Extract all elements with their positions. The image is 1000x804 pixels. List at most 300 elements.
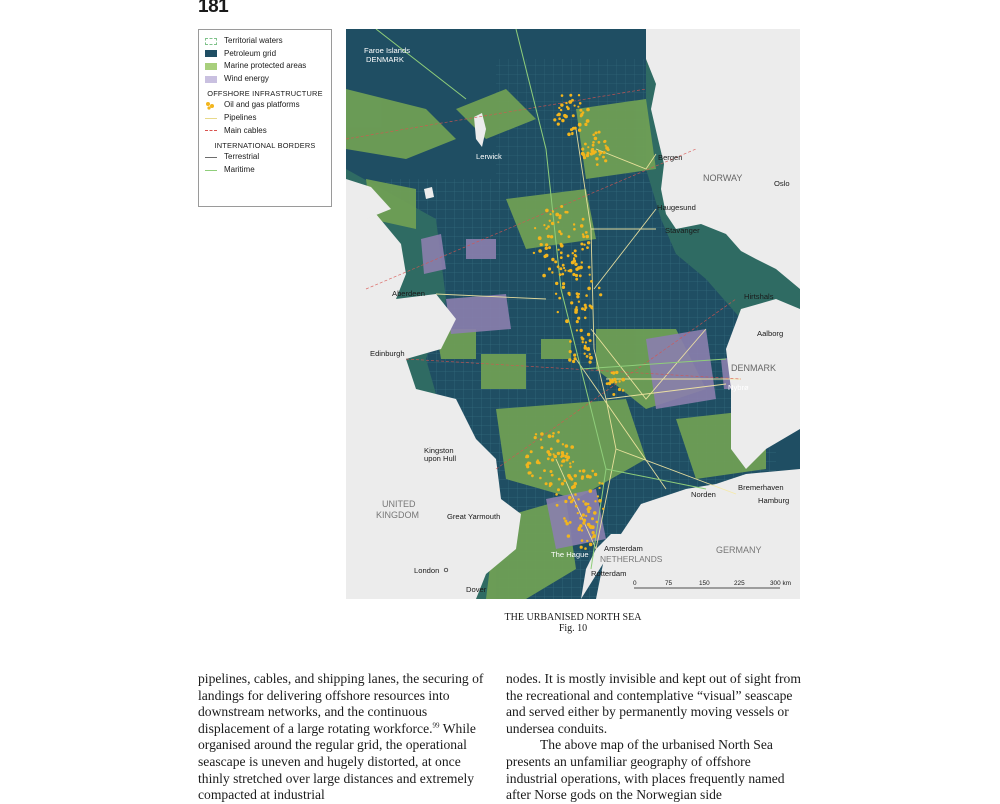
platform-marker	[561, 119, 564, 122]
platform-marker	[586, 119, 590, 123]
platform-marker	[618, 380, 620, 382]
label-aalborg: Aalborg	[757, 329, 784, 338]
platform-marker	[586, 154, 589, 157]
platform-marker	[566, 459, 569, 462]
platform-marker	[567, 270, 569, 272]
platform-marker	[546, 227, 548, 229]
label-lerwick: Lerwick	[476, 152, 502, 161]
platform-marker	[550, 470, 553, 473]
platform-marker	[557, 431, 560, 434]
platform-marker	[587, 503, 589, 505]
platform-marker	[598, 131, 601, 134]
platform-marker	[557, 488, 560, 491]
platform-marker	[589, 543, 593, 547]
platform-marker	[581, 248, 584, 251]
platform-marker	[589, 339, 592, 342]
territorial-waters-swatch	[205, 38, 217, 45]
legend-label: Territorial waters	[224, 36, 283, 45]
platform-marker	[557, 113, 561, 117]
platform-marker	[612, 393, 615, 396]
platform-marker	[564, 211, 567, 214]
platform-marker	[531, 474, 534, 477]
platform-marker	[568, 235, 571, 238]
platform-marker	[584, 143, 587, 146]
label-norway: NORWAY	[703, 173, 743, 183]
label-uk-1: UNITED	[382, 499, 416, 509]
platform-marker	[578, 301, 580, 303]
platform-marker	[564, 269, 566, 271]
legend-label: Main cables	[224, 125, 267, 135]
platform-marker	[574, 474, 577, 477]
platform-marker	[548, 453, 552, 457]
label-germany: GERMANY	[716, 545, 762, 555]
platform-marker	[590, 280, 593, 283]
platform-marker	[577, 528, 580, 531]
platform-marker	[572, 127, 575, 130]
platform-marker	[587, 333, 590, 336]
label-faroe: Faroe Islands	[364, 46, 411, 55]
platform-marker	[583, 519, 587, 523]
platform-marker	[604, 159, 607, 162]
platform-marker	[568, 100, 572, 104]
platform-marker	[579, 274, 582, 277]
platform-marker	[586, 540, 588, 542]
label-norden: Norden	[691, 490, 716, 499]
platform-marker	[549, 482, 553, 486]
legend-item-cables	[205, 125, 325, 138]
platform-marker	[562, 264, 565, 267]
platform-marker	[539, 477, 542, 480]
platform-marker	[568, 294, 570, 296]
platform-marker	[560, 256, 563, 259]
platform-marker	[588, 475, 591, 478]
platform-marker	[584, 346, 588, 350]
platform-marker	[582, 218, 585, 221]
platform-marker	[552, 432, 555, 435]
figure-title: THE URBANISED NORTH SEA	[504, 612, 642, 623]
platform-marker	[557, 123, 560, 126]
platform-marker	[537, 459, 539, 461]
figure-number: Fig. 10	[558, 623, 588, 634]
platform-marker	[575, 255, 577, 257]
platform-marker	[576, 320, 579, 323]
platform-marker	[566, 106, 569, 109]
platform-marker	[534, 436, 537, 439]
platform-marker	[589, 274, 591, 276]
platform-marker	[540, 243, 543, 246]
platform-marker	[545, 209, 549, 213]
platform-marker	[598, 482, 600, 484]
platform-marker	[560, 243, 563, 246]
platform-marker	[540, 446, 543, 449]
platform-marker	[587, 241, 590, 244]
platform-marker	[562, 282, 565, 285]
north-sea-map	[346, 29, 800, 599]
platform-marker	[598, 499, 602, 503]
platform-marker	[584, 353, 586, 355]
platform-marker	[576, 295, 579, 298]
platform-marker	[574, 310, 578, 314]
wind-energy-swatch	[205, 76, 217, 83]
platform-marker	[552, 435, 555, 438]
platform-marker	[575, 505, 578, 508]
platform-marker	[572, 485, 576, 489]
platform-marker	[587, 523, 591, 527]
body-text: pipelines, cables, and shipping lanes, the securing of landings for delivering offshore resources into downstream networks, and the continuous displacement of a large rotating workforce.	[198, 671, 484, 736]
legend-item-platforms	[205, 99, 325, 112]
platform-marker	[569, 462, 571, 464]
platform-marker	[582, 341, 584, 343]
platform-marker	[569, 340, 572, 343]
platform-marker	[574, 263, 577, 266]
platform-marker	[564, 520, 567, 523]
platform-marker	[579, 109, 582, 112]
platform-marker	[569, 474, 571, 476]
platform-marker	[575, 306, 577, 308]
platform-marker	[606, 382, 609, 385]
wind-area	[446, 294, 511, 334]
platform-marker	[543, 469, 546, 472]
platform-marker	[594, 500, 596, 502]
platform-marker	[565, 319, 569, 323]
platform-marker	[557, 221, 559, 223]
platform-marker	[596, 521, 599, 524]
platform-marker	[589, 489, 593, 493]
platform-marker	[572, 273, 575, 276]
platform-marker	[567, 254, 570, 257]
platform-marker	[570, 478, 573, 481]
legend-item-pipelines	[205, 112, 325, 125]
platform-marker	[610, 380, 614, 384]
platform-marker	[572, 499, 575, 502]
platform-marker	[538, 249, 542, 253]
platform-marker	[554, 260, 557, 263]
legend-label: Wind energy	[224, 73, 269, 83]
maritime-border-swatch	[205, 170, 217, 171]
platform-marker	[568, 496, 572, 500]
scale-tick-150: 150	[699, 580, 710, 587]
platform-marker	[571, 261, 575, 265]
label-netherlands: NETHERLANDS	[600, 554, 663, 564]
terrestrial-border-swatch	[205, 157, 217, 158]
footnote-ref: 99	[432, 721, 440, 730]
platform-marker	[595, 131, 598, 134]
platform-marker	[618, 388, 621, 391]
platform-marker	[573, 228, 576, 231]
platform-marker	[621, 378, 625, 382]
platform-marker	[588, 266, 591, 269]
platform-marker	[558, 478, 561, 481]
platform-marker	[567, 534, 570, 537]
platform-marker	[526, 465, 529, 468]
platform-marker	[530, 450, 533, 453]
label-london: London	[414, 566, 440, 575]
platform-marker	[576, 329, 578, 331]
platform-marker	[574, 249, 577, 252]
platform-marker	[591, 525, 595, 529]
platform-marker	[582, 233, 584, 235]
wind-area	[546, 489, 606, 549]
platform-marker	[598, 141, 601, 144]
platform-marker	[563, 114, 566, 117]
wind-area	[646, 329, 716, 409]
platform-marker	[597, 495, 599, 497]
label-haugesund: Haugesund	[657, 203, 696, 212]
protected-area	[541, 339, 571, 359]
label-denmark-top: DENMARK	[366, 55, 404, 64]
platform-marker	[578, 94, 580, 96]
platform-marker	[569, 350, 572, 353]
platform-marker	[560, 251, 563, 254]
platform-marker	[547, 235, 550, 238]
legend-item-wind-energy	[205, 73, 325, 86]
platform-marker	[569, 94, 572, 97]
platform-marker	[572, 360, 575, 363]
label-stavanger: Stavanger	[665, 226, 700, 235]
platform-marker	[562, 286, 565, 289]
platform-marker	[549, 213, 551, 215]
platform-marker	[534, 227, 536, 229]
platform-marker	[551, 271, 553, 273]
platform-marker	[552, 210, 554, 212]
platform-marker	[559, 273, 562, 276]
label-denmark: DENMARK	[731, 363, 777, 373]
label-great-yarmouth: Great Yarmouth	[447, 512, 501, 521]
platform-marker	[543, 224, 545, 226]
platform-marker	[545, 482, 548, 485]
platform-marker	[593, 511, 597, 515]
platform-marker	[599, 293, 602, 296]
platform-marker	[563, 479, 566, 482]
scale-tick-75: 75	[665, 580, 673, 587]
platform-marker	[596, 163, 599, 166]
platform-marker	[605, 145, 607, 147]
platform-marker	[594, 137, 598, 141]
platform-marker	[561, 94, 564, 97]
legend-label: Petroleum grid	[224, 48, 277, 58]
platform-marker	[558, 249, 560, 251]
platform-marker	[550, 448, 553, 451]
body-paragraph: The above map of the urbanised North Sea presents an unfamiliar geography of offshore industrial operations, with places frequently named after Norse gods on the Norwegian side	[506, 737, 785, 803]
platform-marker	[585, 124, 588, 127]
platform-marker	[583, 470, 585, 472]
platform-marker	[547, 225, 550, 228]
label-kingston-2: upon Hull	[424, 454, 457, 463]
platform-marker	[563, 517, 566, 520]
platform-marker	[591, 307, 594, 310]
body-paragraph: nodes. It is mostly invisible and kept out of sight from the recreational and contemplative “visual” seascape and served either by permanently moving vessels or undersea conduits.	[506, 671, 801, 736]
platform-marker	[598, 287, 601, 290]
legend-label: Marine protected areas	[224, 61, 307, 71]
platform-marker	[540, 438, 542, 440]
platform-marker	[583, 156, 586, 159]
platform-marker	[555, 493, 558, 496]
platform-marker	[582, 522, 585, 525]
platform-marker	[581, 148, 584, 151]
platform-marker	[580, 224, 584, 228]
platform-marker	[581, 336, 584, 339]
legend-item-territorial-waters	[205, 35, 325, 48]
platform-marker	[591, 470, 594, 473]
label-kingston-1: Kingston	[424, 446, 454, 455]
platform-marker	[601, 482, 603, 484]
label-hirtshals: Hirtshals	[744, 292, 774, 301]
platform-marker	[564, 455, 567, 458]
platform-marker	[570, 301, 573, 304]
platform-marker	[612, 371, 615, 374]
platform-marker	[527, 462, 530, 465]
body-text: While organised around the regular grid, the operational seascape is uneven and hugely distorted, at once thinly stretched over large distances and extremely compacted at industrial	[198, 720, 476, 803]
platform-marker	[538, 236, 542, 240]
scale-tick-225: 225	[734, 580, 745, 587]
platform-marker	[551, 258, 554, 261]
platform-marker	[577, 106, 579, 108]
cable-swatch	[205, 130, 217, 131]
platform-marker	[592, 144, 595, 147]
platform-marker	[538, 462, 541, 465]
platform-marker	[586, 246, 589, 249]
platform-marker	[590, 152, 593, 155]
platform-marker	[586, 108, 590, 112]
platform-marker	[581, 529, 583, 531]
platform-marker	[570, 445, 574, 449]
platform-marker	[592, 531, 595, 534]
platform-marker	[562, 273, 565, 276]
platform-marker	[579, 266, 583, 270]
platform-marker	[558, 297, 561, 300]
label-amsterdam: Amsterdam	[604, 544, 643, 553]
platform-marker	[551, 458, 554, 461]
platform-marker	[582, 235, 585, 238]
legend-label: Pipelines	[224, 112, 257, 122]
label-hague: The Hague	[551, 550, 589, 559]
platform-marker	[545, 243, 548, 246]
platform-marker	[587, 146, 589, 148]
platform-marker	[580, 243, 583, 246]
platform-marker	[593, 535, 596, 538]
platform-marker	[591, 517, 594, 520]
label-aberdeen: Aberdeen	[392, 289, 425, 298]
platform-marker	[592, 134, 595, 137]
platform-marker	[555, 213, 559, 217]
label-uk-2: KINGDOM	[376, 510, 420, 520]
platform-marker	[559, 267, 562, 270]
legend-label: Maritime	[224, 164, 255, 174]
platform-marker	[540, 432, 544, 436]
legend-label: Oil and gas platforms	[224, 100, 300, 110]
platform-marker	[543, 255, 546, 258]
platform-marker	[592, 141, 595, 144]
platform-marker	[574, 105, 576, 107]
platform-marker	[547, 457, 550, 460]
platform-marker	[572, 461, 574, 463]
platform-marker	[599, 151, 602, 154]
platform-marker	[581, 475, 584, 478]
figure-caption	[346, 612, 800, 634]
label-oslo: Oslo	[774, 179, 790, 188]
platform-marker	[580, 546, 583, 549]
platform-marker	[579, 517, 582, 520]
platform-marker	[560, 103, 563, 106]
platform-marker	[590, 357, 592, 359]
platform-marker	[622, 389, 625, 392]
pipeline-swatch	[205, 118, 217, 119]
platform-marker	[556, 439, 559, 442]
platform-marker	[567, 133, 571, 137]
body-paragraph	[198, 671, 494, 804]
platform-marker	[550, 235, 553, 238]
platform-marker	[561, 482, 564, 485]
page-number: 181	[198, 0, 229, 17]
label-edinburgh: Edinburgh	[370, 349, 405, 358]
platform-marker	[568, 358, 571, 361]
platform-marker	[574, 357, 577, 360]
platform-marker	[579, 470, 582, 473]
platform-marker	[584, 317, 587, 320]
platform-marker	[558, 107, 560, 109]
wind-area	[466, 239, 496, 259]
text-column-right	[506, 671, 802, 804]
platform-marker	[581, 539, 584, 542]
platform-marker	[562, 443, 564, 445]
platform-marker	[564, 500, 567, 503]
platform-marker	[577, 498, 579, 500]
platform-marker	[565, 102, 567, 104]
platform-marker	[602, 508, 604, 510]
platform-marker	[557, 265, 560, 268]
platform-marker	[577, 317, 580, 320]
platform-marker	[591, 149, 595, 153]
platform-marker	[533, 252, 535, 254]
platform-marker	[545, 247, 548, 250]
platform-marker	[525, 456, 527, 458]
platform-marker	[595, 157, 598, 160]
label-nybro: Nybrø	[728, 383, 749, 392]
legend-item-petroleum-grid	[205, 48, 325, 61]
platform-marker	[556, 504, 559, 507]
platform-marker	[586, 355, 589, 358]
platform-marker	[557, 452, 560, 455]
platform-marker	[587, 287, 591, 291]
scale-tick-300: 300 km	[770, 580, 791, 587]
platform-marker	[551, 222, 554, 225]
platform-marker	[582, 500, 584, 502]
platform-marker	[573, 223, 575, 225]
platform-marker	[603, 151, 606, 154]
platform-marker	[589, 361, 592, 364]
platform-marker	[604, 140, 607, 143]
platform-marker	[559, 214, 562, 217]
platform-marker	[582, 514, 584, 516]
label-dover: Dover	[466, 585, 487, 594]
platform-marker	[549, 220, 551, 222]
legend-item-marine-protected	[205, 60, 325, 73]
platform-marker	[594, 473, 597, 476]
label-rotterdam: Rotterdam	[591, 569, 627, 578]
map-legend	[198, 29, 332, 207]
platform-marker	[580, 113, 583, 116]
scale-tick-0: 0	[633, 580, 637, 587]
label-hamburg: Hamburg	[758, 496, 790, 505]
platform-marker	[602, 156, 605, 159]
platform-marker	[569, 466, 572, 469]
platform-marker	[571, 133, 573, 135]
platform-marker	[585, 235, 589, 239]
platform-marker	[587, 508, 590, 511]
platform-marker	[569, 521, 572, 524]
platform-marker	[585, 341, 587, 343]
platform-marker	[574, 493, 577, 496]
